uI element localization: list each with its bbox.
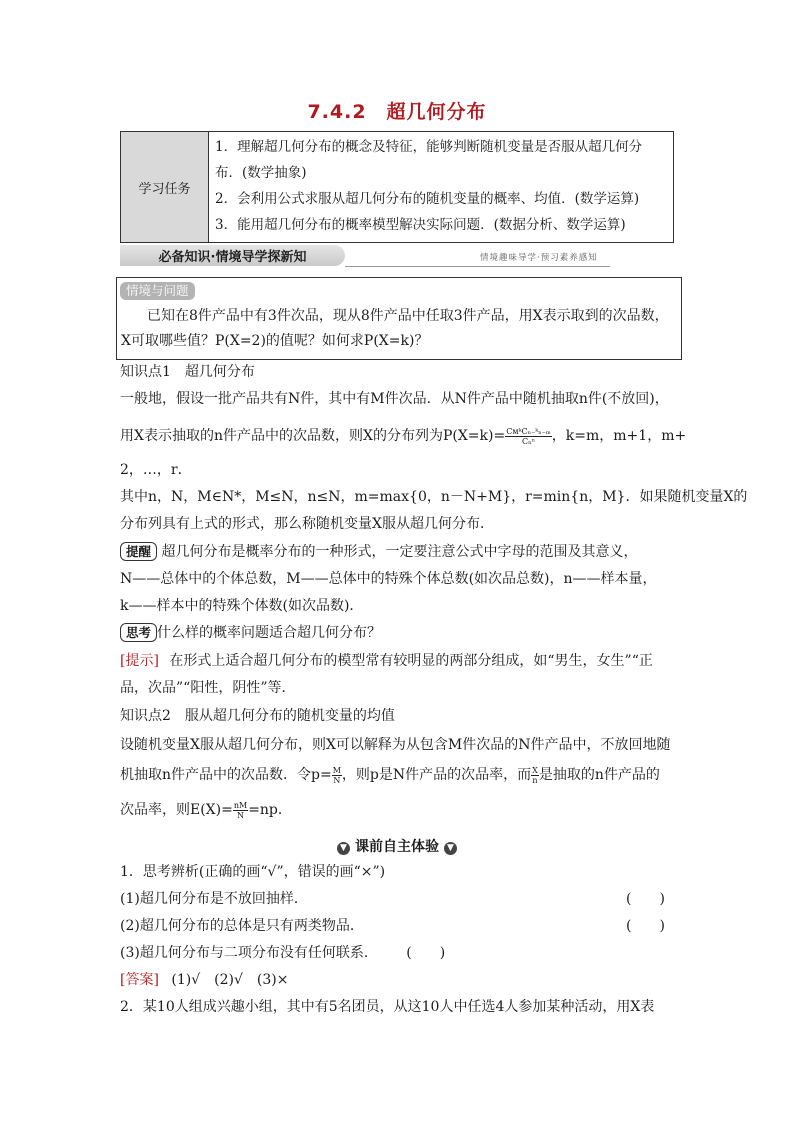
section-banner: 必备知识·情境导学探新知 (120, 245, 345, 266)
formula-numerator: X (532, 765, 538, 775)
question-1: 1．思考辨析(正确的画“√”，错误的画“×”) (120, 864, 386, 880)
question-1-item (120, 943, 445, 963)
reminder-tag: 提醒 (120, 542, 157, 561)
scenario-line: 已知在8件产品中有3件次品，现从8件产品中任取3件产品，用X表示取到的次品数， (147, 308, 669, 324)
reminder-text: 超几何分布是概率分布的一种形式，一定要注意公式中字母的范围及其意义， (161, 544, 638, 560)
kp1-line: 用X表示抽取的n件产品中的次品数，则X的分布列为P(X=k)= (120, 428, 506, 444)
answer-blank: ( ) (626, 891, 665, 907)
scenario-box (116, 277, 682, 360)
task-item: 1．理解超几何分布的概念及特征，能够判断随机变量是否服从超几何分 (215, 139, 643, 155)
question-1-item: (1)超几何分布是不放回抽样． (120, 891, 308, 907)
answer-text: (1)√ (2)√ (3)× (171, 972, 289, 988)
reminder-line (120, 542, 637, 562)
hint-text: 在形式上适合超几何分布的模型常有较明显的两部分组成，如“男生，女生”“正 (169, 653, 653, 669)
kp2-formula-line (120, 765, 660, 785)
kp1-heading: 知识点1 超几何分布 (120, 364, 255, 380)
answer-blank: ( ) (406, 945, 446, 961)
kp2-text: 是抽取的n件产品的 (538, 767, 660, 783)
fraction-m-over-n (332, 766, 342, 785)
reminder-line: k——样本中的特殊个体数(如次品数)． (120, 598, 364, 614)
think-tag: 思考 (120, 623, 157, 642)
pre-class-heading (0, 836, 794, 856)
learning-tasks-list (215, 134, 671, 238)
answer-label: [答案] (120, 972, 159, 988)
chevron-down-icon: ▼ (444, 842, 457, 855)
pre-class-title: 课前自主体验 (355, 839, 439, 855)
formula-denominator: Cₙⁿ (521, 436, 536, 446)
chevron-down-icon: ▼ (337, 842, 350, 855)
task-item: 布．(数学抽象) (215, 165, 307, 181)
question-2: 2．某10人组成兴趣小组，其中有5名团员，从这10人中任选4人参加某种活动，用X表 (120, 999, 655, 1015)
banner-note: 情境趣味导学·预习素养感知 (480, 253, 598, 263)
kp1-line: ，k=m，m+1，m+ (551, 428, 687, 444)
formula-denominator: n (532, 775, 538, 785)
kp2-heading: 知识点2 服从超几何分布的随机变量的均值 (120, 708, 395, 724)
kp2-formula-line (120, 800, 292, 820)
task-item: 3．能用超几何分布的概率模型解决实际问题．(数据分析、数学运算) (215, 217, 626, 233)
learning-tasks-box (120, 131, 674, 243)
formula-denominator: N (237, 810, 245, 820)
question-1-item: (2)超几何分布的总体是只有两类物品． (120, 918, 364, 934)
scenario-tag: 情境与问题 (120, 282, 195, 300)
kp1-line: 其中n，N，M∈N*，M≤N，n≤N，m=max{0，n－N+M}，r=min{n，M}．如果随机变量X的 (120, 489, 748, 505)
hint-line (120, 651, 653, 671)
kp2-text: ，则p是N件产品的次品率，而 (341, 767, 532, 783)
kp2-line: 设随机变量X服从超几何分布，则X可以解释为从包含M件次品的N件产品中，不放回地随 (120, 737, 671, 753)
page-title: 7.4.2 超几何分布 (307, 101, 487, 123)
kp2-text: 机抽取n件产品中的次品数．令p= (120, 767, 332, 783)
fraction-nm-over-n (233, 801, 248, 820)
item-text: (3)超几何分布与二项分布没有任何联系． (120, 945, 378, 961)
kp1-line: 2，…，r． (120, 462, 192, 478)
kp1-line: 一般地，假设一批产品共有N件，其中有M件次品．从N件产品中随机抽取n件(不放回)， (120, 391, 669, 407)
formula-numerator: CᴍᵏCₙ₋ᵏₙ₋ₘ (506, 426, 551, 436)
answer-line (120, 970, 288, 990)
learning-tasks-label: 学习任务 (121, 132, 209, 242)
kp1-line: 分布列具有上式的形式，那么称随机变量X服从超几何分布． (120, 516, 494, 532)
formula-numerator: M (332, 765, 341, 775)
hint-label: [提示] (120, 653, 159, 669)
kp1-formula-line (120, 426, 686, 446)
formula-denominator: N (333, 775, 341, 785)
think-line (120, 623, 381, 643)
formula-numerator: nM (233, 800, 248, 810)
kp2-text: 次品率，则E(X)= (120, 802, 233, 818)
reminder-line: N——总体中的个体总数，M——总体中的特殊个体总数(如次品总数)，n——样本量， (120, 571, 657, 587)
think-question: 什么样的概率问题适合超几何分布？ (157, 625, 382, 641)
task-item: 2．会利用公式求服从超几何分布的随机变量的概率、均值．(数学运算) (215, 191, 640, 207)
scenario-line: X可取哪些值？P(X=2)的值呢？如何求P(X=k)？ (121, 333, 429, 349)
kp2-text: =np． (248, 802, 292, 818)
fraction-x-over-n (531, 766, 539, 785)
banner-divider (345, 266, 610, 267)
hypergeometric-formula (505, 427, 552, 446)
answer-blank: ( ) (626, 918, 665, 934)
hint-line: 品，次品”“阳性，阴性”等． (120, 680, 296, 696)
